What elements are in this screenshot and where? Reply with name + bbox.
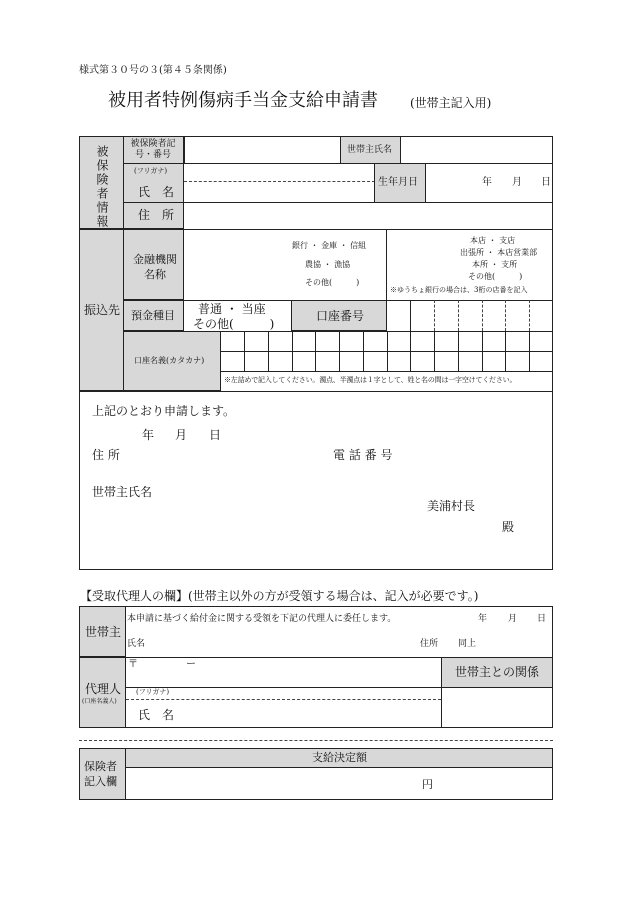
- row-divider: [126, 687, 441, 688]
- grid-line: [434, 331, 435, 371]
- account-number-label: 口座番号: [316, 309, 365, 323]
- grid-line: [363, 331, 364, 371]
- form-code: 様式第３０号の３(第４５条関係): [79, 65, 227, 76]
- holder-note: ※左詰めで記入してください。濁点、半濁点は１字として、姓と名の間は一字空けてください。: [224, 376, 517, 384]
- row-divider: [123, 202, 553, 203]
- head-name-field[interactable]: [400, 136, 553, 164]
- agent-sublabel: (口座名義人): [82, 698, 117, 705]
- grid-line: [387, 331, 388, 371]
- declaration-statement: 上記のとおり申請します。: [92, 404, 236, 418]
- branch-type-3: 本所 ・ 支所: [472, 260, 518, 269]
- grid-line: [458, 331, 459, 371]
- insured-name-field[interactable]: [184, 164, 375, 203]
- grid-line: [268, 331, 269, 371]
- bank-section-label: 振込先: [84, 303, 121, 317]
- declaration-phone-label: 電 話 番 号: [333, 448, 393, 462]
- grid-line: [505, 331, 506, 371]
- cut-line: [79, 740, 553, 741]
- declaration-year-unit: 年: [142, 428, 155, 442]
- institution-label: 金融機関名称: [133, 253, 177, 281]
- furigana-divider: [126, 699, 441, 700]
- honorific: 殿: [502, 520, 515, 534]
- furigana-label: (フリガナ): [134, 167, 168, 175]
- digit-divider: [410, 300, 411, 331]
- name-label: 氏 名: [138, 185, 175, 199]
- address-label: 住 所: [138, 208, 175, 222]
- postal-dash: ー: [186, 659, 196, 670]
- account-type-2: その他( ): [193, 317, 275, 331]
- insured-address-field[interactable]: [184, 203, 553, 229]
- digit-divider: [434, 300, 435, 331]
- relation-field[interactable]: [442, 688, 553, 728]
- grid-line: [410, 331, 411, 371]
- declaration-address-label: 住 所: [92, 448, 120, 462]
- delegation-name-label: 氏名: [127, 639, 146, 649]
- account-type-label: 預金種目: [131, 309, 175, 322]
- grid-line: [221, 371, 553, 372]
- account-type-1: 普通 ・ 当座: [198, 302, 266, 316]
- digit-divider: [505, 300, 506, 331]
- form-title-suffix: (世帯主記入用): [410, 96, 492, 110]
- branch-type-4: その他( ): [468, 272, 523, 281]
- agent-label: 代理人: [85, 682, 122, 696]
- recipient: 美浦村長: [427, 499, 476, 513]
- digit-divider: [458, 300, 459, 331]
- yucho-note: ※ゆうちょ銀行の場合は、3桁の店番を記入: [390, 286, 528, 294]
- birth-day-unit: 日: [541, 177, 551, 188]
- holder-label: 口座名義(カタカナ): [134, 356, 205, 365]
- declaration-month-unit: 月: [175, 428, 188, 442]
- branch-type-1: 本店 ・ 支店: [470, 236, 516, 245]
- agent-name-label: 氏 名: [138, 708, 175, 722]
- section-divider: [79, 391, 553, 392]
- agent-furigana-label: (フリガナ): [136, 688, 170, 696]
- delegation-month-unit: 月: [508, 614, 518, 624]
- digit-divider: [529, 300, 530, 331]
- form-title: 被用者特例傷病手当金支給申請書: [108, 90, 378, 111]
- birth-year-unit: 年: [482, 177, 492, 188]
- insured-number-field[interactable]: [184, 136, 341, 164]
- institution-type-3: その他( ): [305, 278, 360, 287]
- insurer-label-line1: 保険者: [84, 760, 117, 773]
- currency-unit: 円: [422, 778, 433, 791]
- insurer-label-line2: 記入欄: [84, 775, 117, 788]
- relation-label: 世帯主との関係: [455, 665, 540, 679]
- grid-line: [244, 331, 245, 371]
- amount-field[interactable]: [126, 768, 553, 800]
- amount-label: 支給決定額: [312, 751, 367, 764]
- head-name-label: 世帯主氏名: [347, 145, 393, 155]
- declaration-day-unit: 日: [209, 428, 222, 442]
- proxy-head-label: 世帯主: [85, 625, 122, 639]
- insurer-label-cell: [79, 748, 126, 800]
- insured-section-label: 被保険者情報: [95, 145, 109, 229]
- insured-number-label: 被保険者記号・番号: [130, 139, 176, 160]
- grid-line: [315, 331, 316, 371]
- grid-line: [339, 331, 340, 371]
- birth-month-unit: 月: [512, 177, 522, 188]
- grid-line: [292, 331, 293, 371]
- institution-type-2: 農協 ・ 漁協: [305, 260, 351, 269]
- postal-mark: 〒: [128, 659, 138, 670]
- grid-line: [529, 331, 530, 371]
- proxy-section-heading: 【受取代理人の欄】(世帯主以外の方が受領する場合は、記入が必要です。): [80, 589, 479, 603]
- grid-line: [482, 331, 483, 371]
- institution-type-1: 銀行 ・ 金庫 ・ 信組: [292, 241, 367, 250]
- delegation-text: 本申請に基づく給付金に関する受領を下記の代理人に委任します。: [127, 614, 397, 624]
- delegation-address-label: 住所: [420, 639, 439, 649]
- declaration-head-name-label: 世帯主氏名: [92, 485, 153, 499]
- birth-label: 生年月日: [378, 177, 418, 188]
- branch-type-2: 出張所 ・ 本店営業部: [460, 248, 538, 257]
- delegation-address-same: 同上: [458, 639, 477, 649]
- delegation-year-unit: 年: [478, 614, 488, 624]
- delegation-day-unit: 日: [537, 614, 547, 624]
- digit-divider: [482, 300, 483, 331]
